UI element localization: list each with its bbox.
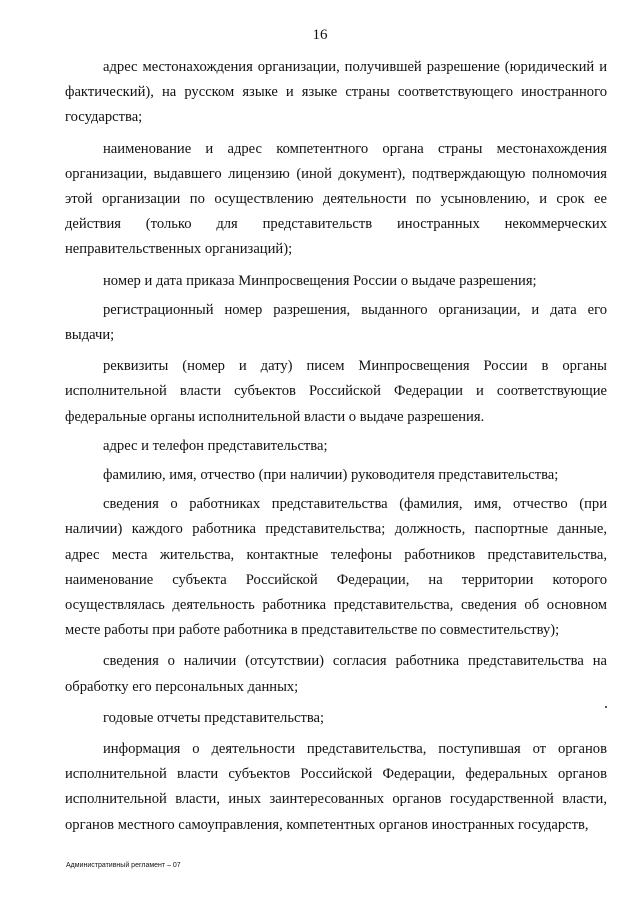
- paragraph-activity-info: информация о деятельности представительства, поступившая от органов исполнительной власти субъектов Российской Федерации, федеральных органов исполнительной власти, иных заинтересованных органов государственной власти, органов местного самоуправления, компетентных органов иностранных государств,: [65, 741, 607, 833]
- paragraph-order-number: номер и дата приказа Минпросвещения России о выдаче разрешения;: [103, 272, 537, 289]
- document-body: [65, 55, 607, 844]
- page-number: 16: [312, 27, 328, 43]
- paragraph-head-name: фамилию, имя, отчество (при наличии) руководителя представительства;: [103, 467, 559, 484]
- page-footer: Административный регламент – 07: [66, 862, 181, 869]
- paragraph-office-address: адрес и телефон представительства;: [103, 437, 328, 454]
- paragraph-annual-reports: годовые отчеты представительства;: [103, 709, 325, 726]
- paragraph-letters-details: реквизиты (номер и дату) писем Минпросвещения России в органы исполнительной власти субъектов Российской Федерации и соответствующие федеральные органы исполнительной власти о выдаче разрешения.: [65, 358, 607, 425]
- paragraph-consent-info: сведения о наличии (отсутствии) согласия работника представительства на обработку его персональных данных;: [65, 653, 607, 695]
- paragraph-competent-authority: наименование и адрес компетентного органа страны местонахождения организации, выдавшего лицензию (иной документ), подтверждающую полномочия этой организации по осуществлению деятельности по усыновлению, и срок ее действия (только для представительств иностранных некоммерческих неправительственных организаций);: [65, 140, 607, 258]
- scan-speck: [605, 706, 607, 708]
- paragraph-employees-info: сведения о работниках представительства (фамилия, имя, отчество (при наличии) каждого работника представительства; должность, паспортные данные, адрес места жительства, контактные телефоны работников представительства, наименование субъекта Российской Федерации, на территории которого осуществлялась деятельность работника представительства, сведения об основном месте работы при работе работника в представительстве по совместительству);: [65, 496, 607, 639]
- paragraph-registration-number: регистрационный номер разрешения, выданного организации, и дата его выдачи;: [65, 301, 607, 344]
- paragraph-org-address: адрес местонахождения организации, получившей разрешение (юридический и фактический), на русском языке и языке страны соответствующего иностранного государства;: [65, 59, 607, 126]
